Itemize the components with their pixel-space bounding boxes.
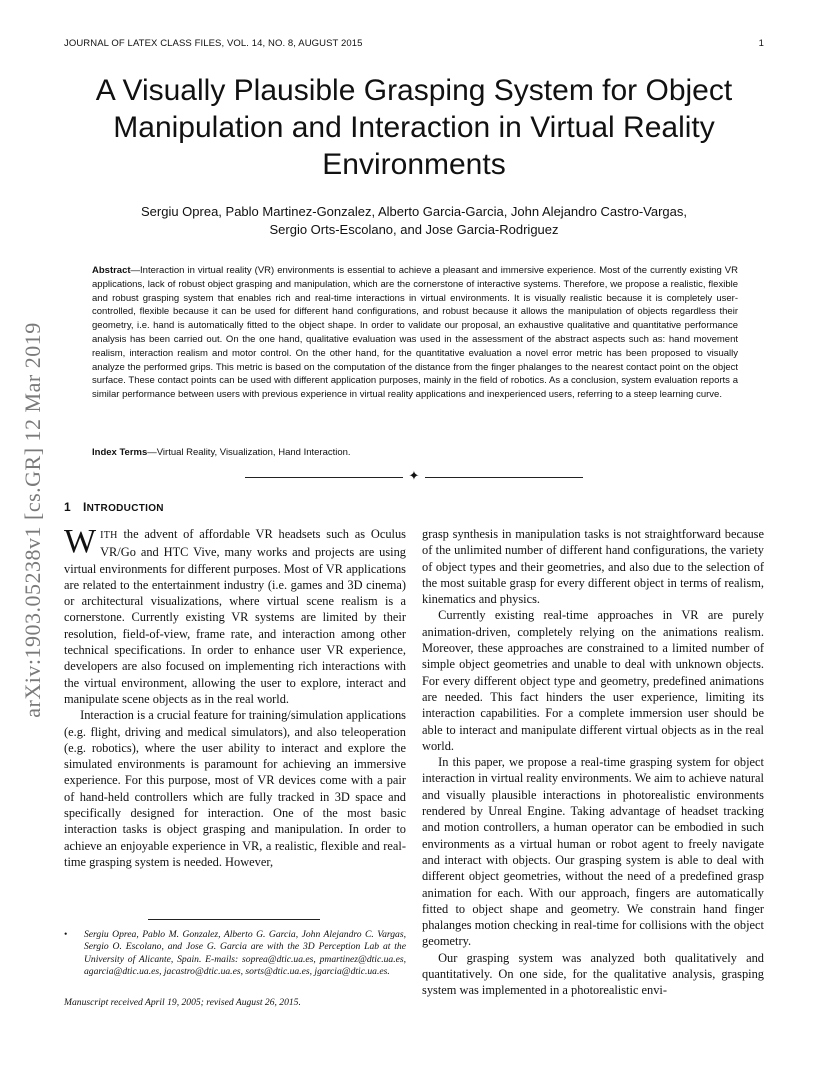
authors-line-1: Sergiu Oprea, Pablo Martinez-Gonzalez, Alberto Garcia-Garcia, John Alejandro Castro-Vargas, xyxy=(140,204,688,219)
abstract-text: —Interaction in virtual reality (VR) environments is essential to achieve a pleasant and immersive experience. Most of the currently existing VR applications, lack of robust object grasping and manipulation, which are the cornerstone of interactive systems. Therefore, we propose a realistic, flexible and robust grasping system that enables rich and real-time interactions in virtual environments. It is visually realistic because it is completely user-controlled, flexible because it can be used for different hand configurations, and robust because it allows the manipulation of objects regardless their geometry, i.e. hand is automatically fitted to the object shape. In order to validate our proposal, an exhaustive qualitative and quantitative performance analysis has been carried out. On the one hand, qualitative evaluation was used in the assessment of the abstract aspects such as: hand movement realism, interaction realism and motor control. On the other hand, for the quantitative evaluation a novel error metric has been proposed to visually analyze the performed grips. This metric is based on the computation of the distance from the finger phalanges to the nearest contact point on the object surface. These contact points can be used with different application purposes, mainly in the field of robotics. As a conclusion, system evaluation reports a similar performance between users with previous experience in virtual reality applications and inexperienced users, referring to a steep learning curve. xyxy=(92,265,738,401)
arxiv-identifier: arXiv:1903.05238v1 [cs.GR] 12 Mar 2019 xyxy=(20,322,45,718)
divider-line-left xyxy=(245,477,403,478)
abstract-label: Abstract xyxy=(92,265,131,276)
paragraph-text: the advent of affordable VR headsets such as Oculus VR/Go and HTC Vive, many works and projects are using virtual environments for different purposes. Most of VR applications are related to the entertainment industry (i.e. games and 3D cinema) or architectural visualizations, where virtual scene realism is a cornerstone. Currently existing VR systems are limited by their resolution, field-of-view, frame rate, and interaction among other technical specifications. In order to enhance user VR experience, developers are also focused on implementing rich interactions with the virtual environment, allowing the user to explore, interact and manipulate scene objects as in the real world. xyxy=(64,527,406,706)
footnote-rule xyxy=(148,919,320,920)
journal-name: JOURNAL OF LATEX CLASS FILES, VOL. 14, NO. 8, AUGUST 2015 xyxy=(64,38,363,49)
footnote xyxy=(64,929,406,979)
abstract xyxy=(92,264,738,402)
section-title-initial: I xyxy=(82,500,87,514)
paragraph: Our grasping system was analyzed both qualitatively and quantitatively. On one side, for the qualitative analysis, grasping system was implemented in a photorealistic envi- xyxy=(422,950,764,998)
index-terms-label: Index Terms xyxy=(92,447,148,458)
index-terms-text: —Virtual Reality, Visualization, Hand Interaction. xyxy=(147,447,351,458)
divider-line-right xyxy=(425,477,583,478)
section-title-rest: NTRODUCTION xyxy=(86,503,164,514)
paper-title: A Visually Plausible Grasping System for Object Manipulation and Interaction in Virtual Reality Environments xyxy=(95,74,733,181)
index-terms xyxy=(92,446,738,459)
paragraph: grasp synthesis in manipulation tasks is not straightforward because of the unlimited number of different hand configurations, the variety of object types and their geometries, and also due to the selection of the most suitable grasp for every different object in terms of realism, kinematics and physics. xyxy=(422,527,764,607)
manuscript-note: Manuscript received April 19, 2005; revised August 26, 2015. xyxy=(64,997,301,1008)
divider-symbol-icon: ✦ xyxy=(408,468,420,483)
section-number: 1 xyxy=(64,500,71,514)
drop-cap-smallcaps: ITH xyxy=(100,530,118,541)
author-list xyxy=(60,203,768,239)
footnote-text: Sergiu Oprea, Pablo M. Gonzalez, Alberto G. Garcia, John Alejandro C. Vargas, Sergio O. Escolano, and Jose G. Garcia are with the 3D Perception Lab at the University of Alicante, Spain. E-mails: soprea@dtic.ua.es, pmartinez@dtic.ua.es, agarcia@dtic.ua.es, jacastro@dtic.ua.es, sorts@dtic.ua.es, jgarcia@dtic.ua.es. xyxy=(84,929,406,978)
page-number: 1 xyxy=(758,38,764,49)
footnote-bullet-icon: • xyxy=(64,929,68,940)
running-head xyxy=(64,38,764,49)
section-heading xyxy=(64,500,164,514)
paragraph: Interaction is a crucial feature for training/simulation applications (e.g. flight, driving and medical simulators), and also teleoperation (e.g. robotics), where the user ability to interact and explore the simulated environments is paramount for achieving an immersive experience. For this purpose, most of VR devices come with a pair of hand-held controllers which are fully tracked in 3D space and specifically designed for interaction. One of the most basic interaction tasks is object grasping and manipulation. In order to achieve an enjoyable experience in VR, a realistic, flexible and real-time grasping system is needed. However, xyxy=(64,708,406,869)
authors-line-2: Sergio Orts-Escolano, and Jose Garcia-Rodriguez xyxy=(269,222,559,237)
section-divider xyxy=(245,468,583,483)
right-column xyxy=(422,526,764,999)
drop-cap: W xyxy=(64,523,97,560)
left-column xyxy=(64,523,406,870)
paragraph: In this paper, we propose a real-time grasping system for object interaction in virtual reality environments. We aim to achieve natural and visually plausible interactions in photorealistic environments rendered by Unreal Engine. Taking advantage of headset tracking and motion controllers, a human operator can be embodied in such environments as a virtual human or robot agent to freely navigate and interact with objects. Our grasping system is able to deal with different object geometries, without the need of a predefined grasp animation for each. With our approach, fingers are automatically fitted to object shape and geometry. We constrain hand finger phalanges motion checking in real-time for collisions with the object geometry. xyxy=(422,755,764,949)
paragraph xyxy=(64,523,406,707)
paragraph: Currently existing real-time approaches in VR are purely animation-driven, completely relying on the animations realism. Moreover, these approaches are constrained to a limited number of simple object geometries and unable to deal with unknown objects. For every different object type and geometry, predefined animations are needed. This fact hinders the user experience, limiting its interaction capabilities. For a complete immersion user should be able to interact and manipulate different virtual objects as in the real world. xyxy=(422,608,764,753)
